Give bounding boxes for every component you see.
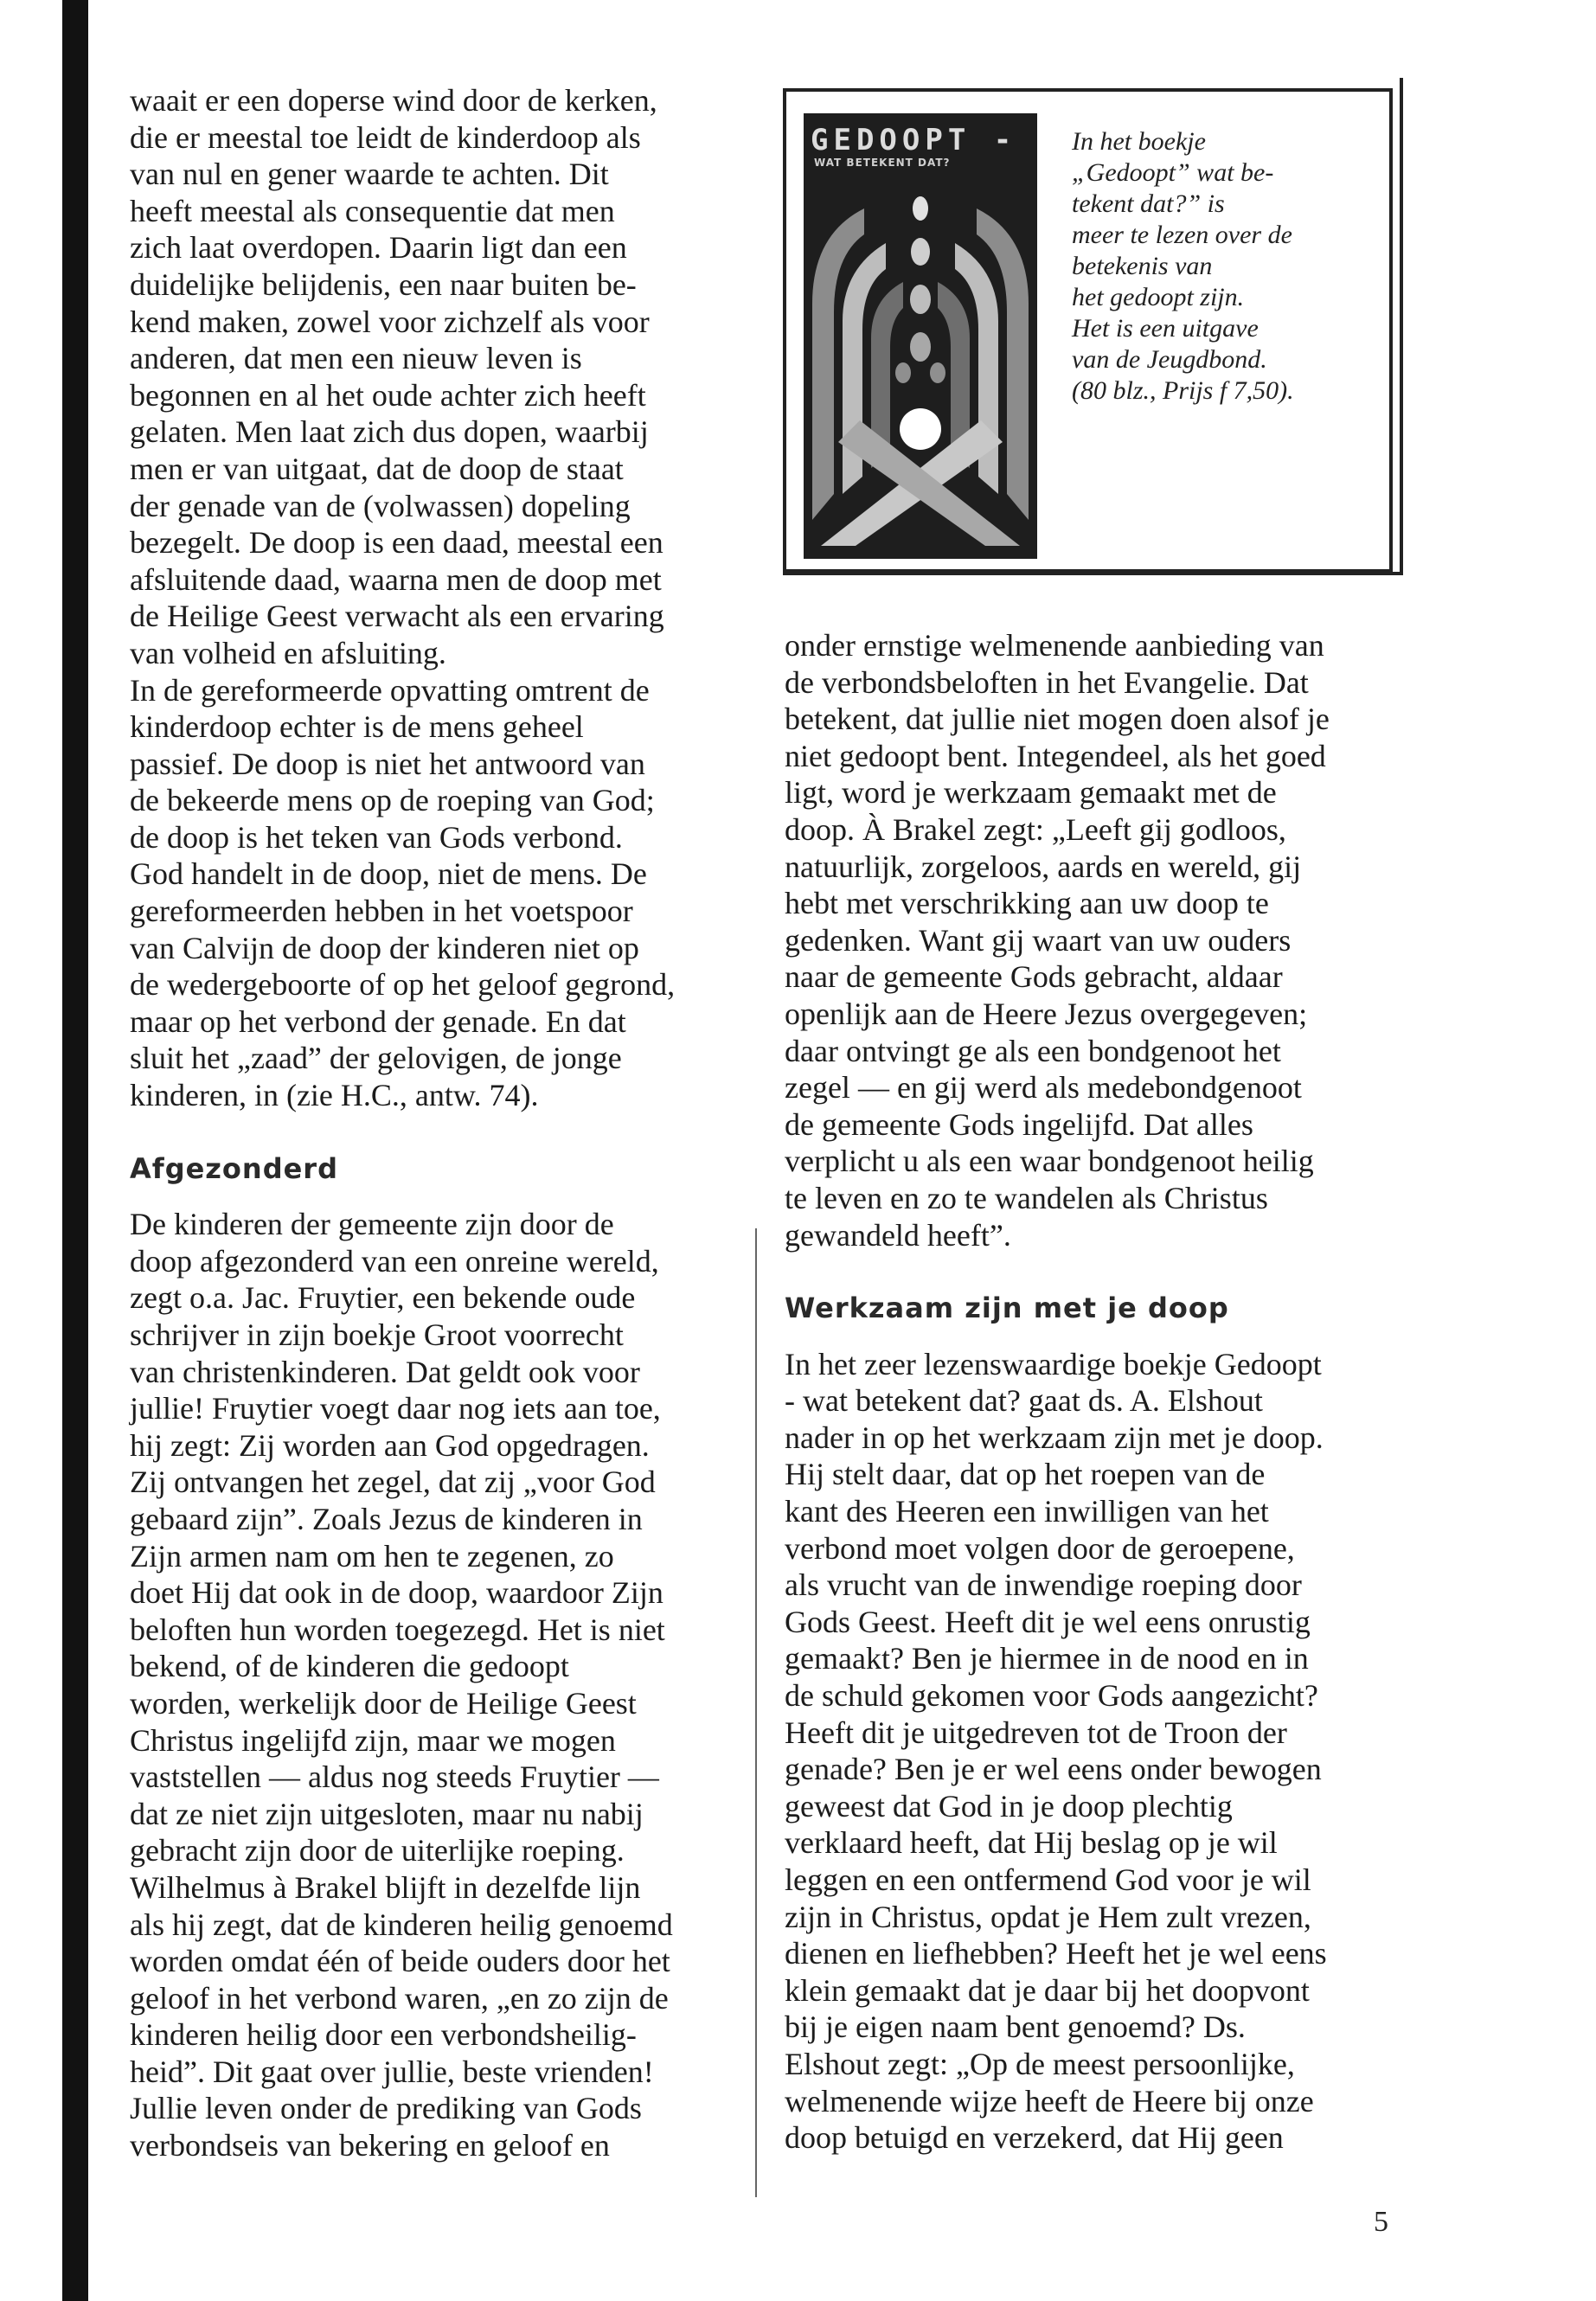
text-line: van christenkinderen. Dat geldt ook voor	[130, 1354, 640, 1389]
text-line: bezegelt. De doop is een daad, meestal een	[130, 525, 663, 561]
text-line: de wedergeboorte of op het geloof gegrond,	[130, 967, 676, 1003]
text-line: natuurlijk, zorgeloos, aards en wereld, gij	[785, 849, 1302, 884]
text-line: worden, werkelijk door de Heilige Geest	[130, 1685, 637, 1721]
text-line: de verbondsbeloften in het Evangelie. Dat	[785, 664, 1309, 700]
text-line: Heeft dit je uitgedreven tot de Troon der	[785, 1715, 1287, 1750]
text-line: doop afgezonderd van een onreine wereld,	[130, 1243, 659, 1279]
text-line: worden omdat één of beide ouders door het	[130, 1944, 670, 1979]
text-line: van nul en gener waarde te achten. Dit	[130, 157, 609, 192]
text-line: anderen, dat men een nieuw leven is	[130, 341, 582, 376]
book-inset	[783, 88, 1393, 573]
caption-line: betekenis van	[1072, 252, 1213, 280]
text-line: heid”. Dit gaat over jullie, beste vrienden!	[130, 2054, 654, 2089]
text-line: genade? Ben je er wel eens onder bewogen	[785, 1752, 1322, 1787]
inset-caption	[1072, 126, 1366, 407]
text-line: leggen en een ontfermend God voor je wil	[785, 1862, 1311, 1897]
text-line: verplicht u als een waar bondgenoot heilig	[785, 1144, 1314, 1179]
text-line: niet gedoopt bent. Integendeel, als het goed	[785, 738, 1326, 773]
text-line: verbond moet volgen door de geroepene,	[785, 1530, 1295, 1566]
text-line: dat ze niet zijn uitgesloten, maar nu nabij	[130, 1796, 644, 1831]
text-line: doet Hij dat ook in de doop, waardoor Zijn	[130, 1575, 663, 1611]
text-line: die er meestal toe leidt de kinderdoop als	[130, 119, 641, 155]
text-line: In de gereformeerde opvatting omtrent de	[130, 672, 650, 708]
text-line: gelaten. Men laat zich dus dopen, waarbij	[130, 414, 649, 450]
text-line: zegel — en gij werd als medebondgenoot	[785, 1070, 1302, 1106]
text-line: Jullie leven onder de prediking van Gods	[130, 2091, 642, 2126]
section-heading: Werkzaam zijn met je doop	[785, 1292, 1229, 1325]
text-line: Zijn armen nam om hen te zegenen, zo	[130, 1538, 614, 1574]
text-line: afsluitende daad, waarna men de doop met	[130, 561, 662, 597]
caption-line: van de Jeugdbond.	[1072, 345, 1267, 374]
text-line: klein gemaakt dat je daar bij het doopvont	[785, 1972, 1310, 2008]
text-line: vaststellen — aldus nog steeds Fruytier —	[130, 1759, 659, 1795]
section-heading: Afgezonderd	[130, 1151, 338, 1185]
right-paragraph-block-1	[785, 627, 1425, 1253]
text-line: heeft meestal als consequentie dat men	[130, 193, 615, 228]
page-number: 5	[1374, 2206, 1388, 2238]
text-line: gewandeld heeft”.	[785, 1217, 1011, 1253]
cover-title: GEDOOPT -	[811, 123, 1017, 157]
text-line: als vrucht van de inwendige roeping door	[785, 1567, 1302, 1603]
caption-line: Het is een uitgave	[1072, 314, 1259, 343]
text-line: doop. À Brakel zegt: „Leeft gij godloos,	[785, 811, 1286, 847]
left-paragraph-block-2	[130, 1206, 761, 2163]
text-line: kend maken, zowel voor zichzelf als voor	[130, 304, 650, 339]
text-line: geweest dat God in je doop plechtig	[785, 1788, 1233, 1823]
caption-line: (80 blz., Prijs f 7,50).	[1072, 376, 1294, 405]
text-line: verbondseis van bekering en geloof en	[130, 2128, 610, 2163]
text-line: Zij ontvangen het zegel, dat zij „voor God	[130, 1465, 656, 1500]
text-line: Christus ingelijfd zijn, maar we mogen	[130, 1722, 616, 1758]
caption-line: meer te lezen over de	[1072, 221, 1292, 249]
text-line: daar ontvingt ge als een bondgenoot het	[785, 1033, 1281, 1068]
caption-line: het gedoopt zijn.	[1072, 283, 1245, 311]
text-line: naar de gemeente Gods gebracht, aldaar	[785, 959, 1283, 995]
text-line: gemaakt? Ben je hiermee in de nood en in	[785, 1641, 1309, 1676]
text-line: begonnen en al het oude achter zich heeft	[130, 377, 646, 413]
text-line: hij zegt: Zij worden aan God opgedragen.	[130, 1427, 650, 1463]
text-line: van Calvijn de doop der kinderen niet op	[130, 930, 639, 965]
text-line: de schuld gekomen voor Gods aangezicht?	[785, 1678, 1318, 1714]
caption-line: tekent dat?” is	[1072, 189, 1225, 218]
text-line: Hij stelt daar, dat op het roepen van de	[785, 1457, 1266, 1492]
text-line: Elshout zegt: „Op de meest persoonlijke,	[785, 2046, 1295, 2081]
text-line: te leven en zo te wandelen als Christus	[785, 1180, 1268, 1215]
caption-line: „Gedoopt” wat be-	[1072, 158, 1274, 187]
text-line: Wilhelmus à Brakel blijft in dezelfde lijn	[130, 1869, 641, 1905]
text-line: zegt o.a. Jac. Fruytier, een bekende oude	[130, 1280, 636, 1316]
text-line: God handelt in de doop, niet de mens. De	[130, 856, 647, 892]
text-line: gedenken. Want gij waart van uw ouders	[785, 922, 1292, 958]
text-line: onder ernstige welmenende aanbieding van	[785, 628, 1324, 663]
text-line: nader in op het werkzaam zijn met je doop.	[785, 1420, 1324, 1455]
book-cover-image	[804, 113, 1037, 559]
left-column	[130, 82, 761, 2164]
text-line: hebt met verschrikking aan uw doop te	[785, 886, 1269, 921]
text-line: jullie! Fruytier voegt daar nog iets aan toe,	[130, 1391, 661, 1426]
text-line: geloof in het verbond waren, „en zo zijn de	[130, 1980, 669, 2016]
text-line: der genade van de (volwassen) dopeling	[130, 488, 631, 523]
text-line: ligt, word je werkzaam gemaakt met de	[785, 775, 1277, 811]
text-line: welmenende wijze heeft de Heere bij onze	[785, 2083, 1314, 2118]
text-line: - wat betekent dat? gaat ds. A. Elshout	[785, 1383, 1263, 1419]
text-line: men er van uitgaat, dat de doop de staat	[130, 451, 624, 486]
text-line: als hij zegt, dat de kinderen heilig genoemd	[130, 1907, 673, 1942]
scan-edge-bar	[62, 0, 88, 2301]
text-line: de bekeerde mens op de roeping van God;	[130, 783, 655, 818]
text-line: Gods Geest. Heeft dit je wel eens onrustig	[785, 1604, 1311, 1639]
text-line: sluit het „zaad” der gelovigen, de jonge	[130, 1041, 622, 1076]
text-line: waait er een doperse wind door de kerken,	[130, 83, 657, 118]
left-paragraph-block-1	[130, 82, 761, 1114]
text-line: bekend, of de kinderen die gedoopt	[130, 1649, 569, 1684]
column-divider	[755, 1228, 757, 2197]
text-line: kinderdoop echter is de mens geheel	[130, 709, 584, 745]
text-line: kinderen, in (zie H.C., antw. 74).	[130, 1078, 539, 1113]
text-line: beloften hun worden toegezegd. Het is niet	[130, 1612, 665, 1647]
text-line: van volheid en afsluiting.	[130, 635, 446, 670]
text-line: betekent, dat jullie niet mogen doen alsof je	[785, 702, 1330, 737]
text-line: duidelijke belijdenis, een naar buiten be-	[130, 266, 637, 302]
text-line: kant des Heeren een inwilligen van het	[785, 1494, 1269, 1529]
text-line: passief. De doop is niet het antwoord van	[130, 746, 645, 781]
caption-line: In het boekje	[1072, 127, 1206, 156]
text-line: De kinderen der gemeente zijn door de	[130, 1207, 614, 1242]
text-line: gereformeerden hebben in het voetspoor	[130, 894, 633, 929]
right-column	[785, 627, 1425, 2157]
text-line: dienen en liefhebben? Heeft het je wel eens	[785, 1936, 1327, 1971]
book-cover-illustration	[804, 113, 1037, 559]
text-line: maar op het verbond der genade. En dat	[130, 1003, 626, 1039]
text-line: gebracht zijn door de uiterlijke roeping.	[130, 1833, 625, 1868]
text-line: de doop is het teken van Gods verbond.	[130, 819, 623, 855]
text-line: kinderen heilig door een verbondsheilig-	[130, 2017, 637, 2053]
cover-subtitle: WAT BETEKENT DAT?	[814, 157, 951, 169]
text-line: openlijk aan de Heere Jezus overgegeven;	[785, 996, 1308, 1031]
text-line: gebaard zijn”. Zoals Jezus de kinderen in	[130, 1501, 643, 1536]
text-line: zich laat overdopen. Daarin ligt dan een	[130, 230, 627, 266]
text-line: bij je eigen naam bent genoemd? Ds.	[785, 2009, 1246, 2045]
text-line: de Heilige Geest verwacht als een ervaring	[130, 599, 664, 634]
text-line: zijn in Christus, opdat je Hem zult vrezen,	[785, 1899, 1311, 1934]
right-paragraph-block-2	[785, 1346, 1425, 2157]
text-line: doop betuigd en verzekerd, dat Hij geen	[785, 2120, 1284, 2156]
text-line: de gemeente Gods ingelijfd. Dat alles	[785, 1106, 1253, 1142]
text-line: schrijver in zijn boekje Groot voorrecht	[130, 1317, 624, 1352]
text-line: In het zeer lezenswaardige boekje Gedoopt	[785, 1346, 1322, 1381]
text-line: verklaard heeft, dat Hij beslag op je wil	[785, 1825, 1278, 1861]
